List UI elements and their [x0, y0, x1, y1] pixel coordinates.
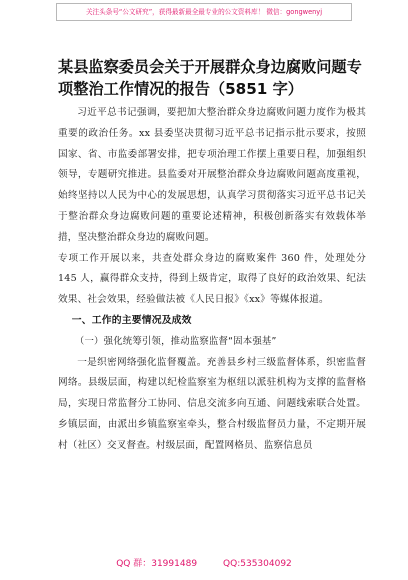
qq-contact-number: QQ:535304092 — [223, 559, 292, 569]
document-body — [58, 103, 366, 457]
intro-paragraph: 习近平总书记强调，要把加大整治群众身边腐败问题力度作为极其重要的政治任务。xx 县委坚决贯彻习近平总书记指示批示要求，按照国家、省、市监委部署安排，把专项治理工作摆上重要日程，加强组织领导，专题研究推进。县监委对开展整治群众身边腐败问题高度重视，始终坚持以人民为中心的发展思想，认真学习贯彻落实习近平总书记关于整治群众身边腐败问题的重要论述精神，积极创新落实有效载体举措，坚决整治群众身边的腐败问题。 — [58, 107, 366, 243]
promo-banner-text: 关注头条号“公文研究”，获得最新最全最专业的公文资料库！ 微信：gongwenyj — [85, 8, 323, 16]
section-heading: 一、工作的主要情况及成效 — [71, 314, 192, 326]
intro-paragraph: 专项工作开展以来，共查处群众身边的腐败案件 360 件，处理处分 145 人，赢得群众支持，得到上级肯定，取得了良好的政治效果、纪法效果、社会效果，经验做法被《人民日报》《xx》等媒体报道。 — [58, 252, 366, 306]
document-title: 某县监察委员会关于开展群众身边腐败问题专项整治工作情况的报告（5851 字） — [58, 58, 362, 98]
qq-group-number: QQ 群：31991489 — [116, 559, 198, 569]
contact-footer — [0, 553, 408, 575]
promo-banner — [56, 3, 352, 21]
body-paragraph: 一是织密网络强化监督覆盖。充善县乡村三级监督体系，织密监督网络。县级层面，构建以纪检监察室为枢纽以派驻机构为支撑的监督格局，实现日常监督分工协同、信息交流多向互通、问题线索联合处置。乡镇层面，由派出乡镇监察室牵头，整合村级监督员力量，不定期开展村（社区）交叉督查。村级层面，配置网格员、监察信息员 — [58, 356, 366, 451]
subsection-heading: （一）强化统筹引领，推动监察监督“固本强基” — [74, 335, 277, 347]
